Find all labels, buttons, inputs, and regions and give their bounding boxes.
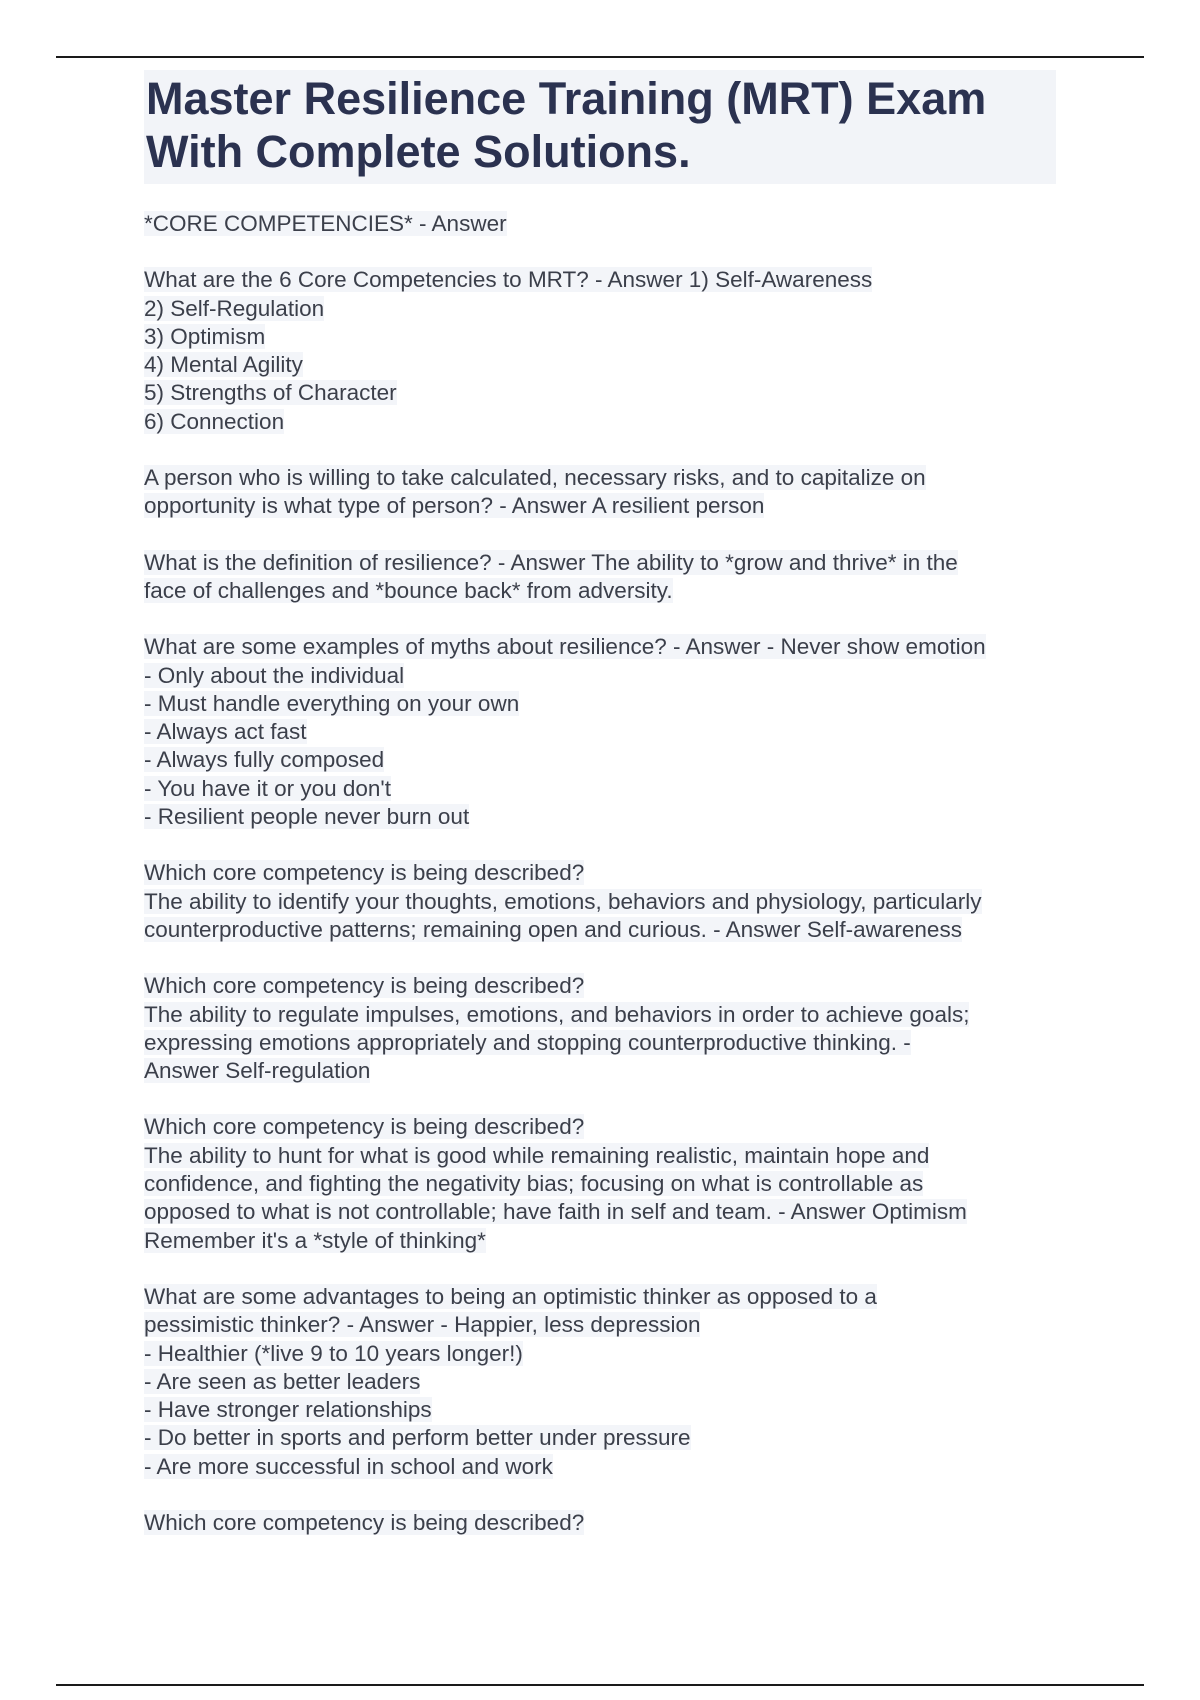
text-line-content: Which core competency is being described?: [144, 860, 585, 886]
qa-block: [144, 549, 1056, 606]
text-line: [144, 492, 1056, 520]
text-line-content: - Resilient people never burn out: [144, 804, 470, 830]
text-line-content: - Do better in sports and perform better under pressure: [144, 1425, 691, 1451]
text-line: [144, 662, 1056, 690]
text-line: [144, 718, 1056, 746]
text-line: [144, 323, 1056, 351]
text-line: [144, 746, 1056, 774]
text-line: [144, 888, 1056, 916]
qa-block: [144, 1283, 1056, 1481]
text-line-content: - Have stronger relationships: [144, 1397, 432, 1423]
text-line-content: - Always fully composed: [144, 747, 385, 773]
text-line-content: pessimistic thinker? - Answer - Happier, less depression: [144, 1312, 701, 1338]
text-line-content: - Are seen as better leaders: [144, 1368, 421, 1394]
text-line: [144, 295, 1056, 323]
text-line: [144, 266, 1056, 294]
text-line: [144, 408, 1056, 436]
text-line-content: What are the 6 Core Competencies to MRT? - Answer 1) Self-Awareness: [144, 267, 873, 293]
text-line-content: The ability to hunt for what is good while remaining realistic, maintain hope and: [144, 1142, 930, 1168]
text-line: [144, 1283, 1056, 1311]
text-line-content: - Are more successful in school and work: [144, 1453, 553, 1479]
text-line-content: - Must handle everything on your own: [144, 690, 520, 716]
text-line: [144, 1227, 1056, 1255]
text-line-content: face of challenges and *bounce back* from adversity.: [144, 577, 673, 603]
text-line-content: - Always act fast: [144, 719, 307, 745]
text-line-content: 2) Self-Regulation: [144, 295, 325, 321]
text-line: [144, 775, 1056, 803]
text-line-content: counterproductive patterns; remaining open and curious. - Answer Self-awareness: [144, 916, 962, 942]
text-line: [144, 1424, 1056, 1452]
text-line: [144, 1001, 1056, 1029]
text-line-content: Answer Self-regulation: [144, 1058, 371, 1084]
text-line: [144, 859, 1056, 887]
qa-block: [144, 972, 1056, 1085]
qa-block: [144, 1113, 1056, 1254]
text-line-content: Remember it's a *style of thinking*: [144, 1227, 486, 1253]
document-body: [144, 210, 1056, 1537]
document-page: [144, 70, 1056, 1565]
text-line-content: A person who is willing to take calculated, necessary risks, and to capitalize on: [144, 465, 926, 491]
text-line-content: confidence, and fighting the negativity bias; focusing on what is controllable as: [144, 1171, 924, 1197]
qa-block: [144, 210, 1056, 238]
text-line: [144, 1453, 1056, 1481]
text-line: [144, 690, 1056, 718]
text-line-content: 3) Optimism: [144, 323, 266, 349]
text-line: [144, 1057, 1056, 1085]
text-line: [144, 1142, 1056, 1170]
text-line-content: What are some examples of myths about resilience? - Answer - Never show emotion: [144, 634, 986, 660]
text-line-content: The ability to identify your thoughts, emotions, behaviors and physiology, particularly: [144, 888, 982, 914]
text-line-content: *CORE COMPETENCIES* - Answer: [144, 211, 507, 236]
qa-block: [144, 266, 1056, 436]
text-line: [144, 1368, 1056, 1396]
text-line: [144, 1396, 1056, 1424]
text-line-content: expressing emotions appropriately and stopping counterproductive thinking. -: [144, 1029, 911, 1055]
text-line-content: Which core competency is being described?: [144, 973, 585, 999]
text-line-content: 4) Mental Agility: [144, 352, 303, 378]
qa-block: [144, 1509, 1056, 1537]
text-line-content: opportunity is what type of person? - Answer A resilient person: [144, 493, 765, 519]
text-line-content: The ability to regulate impulses, emotions, and behaviors in order to achieve goals;: [144, 1001, 970, 1027]
text-line: [144, 1029, 1056, 1057]
text-line-content: - Healthier (*live 9 to 10 years longer!): [144, 1340, 523, 1366]
text-line: [144, 1170, 1056, 1198]
text-line: [144, 379, 1056, 407]
text-line-content: 6) Connection: [144, 408, 285, 434]
text-line: [144, 577, 1056, 605]
text-line-content: Which core competency is being described?: [144, 1509, 585, 1535]
text-line: [144, 464, 1056, 492]
bottom-rule: [56, 1684, 1144, 1686]
text-line: [144, 549, 1056, 577]
text-line-content: Which core competency is being described?: [144, 1114, 585, 1140]
text-line-content: 5) Strengths of Character: [144, 380, 397, 406]
text-line: [144, 1198, 1056, 1226]
top-rule: [56, 56, 1144, 58]
document-title: [144, 70, 1056, 184]
text-line-content: - You have it or you don't: [144, 775, 391, 801]
text-line: [144, 972, 1056, 1000]
text-line: [144, 210, 1056, 238]
text-line: [144, 351, 1056, 379]
title-line: Master Resilience Training (MRT) Exam: [146, 73, 987, 124]
text-line: [144, 916, 1056, 944]
text-line: [144, 1509, 1056, 1537]
qa-block: [144, 464, 1056, 521]
text-line-content: opposed to what is not controllable; have faith in self and team. - Answer Optimism: [144, 1199, 967, 1225]
text-line: [144, 1113, 1056, 1141]
text-line: [144, 803, 1056, 831]
text-line-content: What is the definition of resilience? - Answer The ability to *grow and thrive* in the: [144, 549, 958, 575]
text-line-content: - Only about the individual: [144, 662, 405, 688]
text-line: [144, 1311, 1056, 1339]
text-line: [144, 633, 1056, 661]
text-line-content: What are some advantages to being an optimistic thinker as opposed to a: [144, 1283, 877, 1309]
qa-block: [144, 859, 1056, 944]
text-line: [144, 1340, 1056, 1368]
qa-block: [144, 633, 1056, 831]
title-line: With Complete Solutions.: [146, 126, 691, 177]
